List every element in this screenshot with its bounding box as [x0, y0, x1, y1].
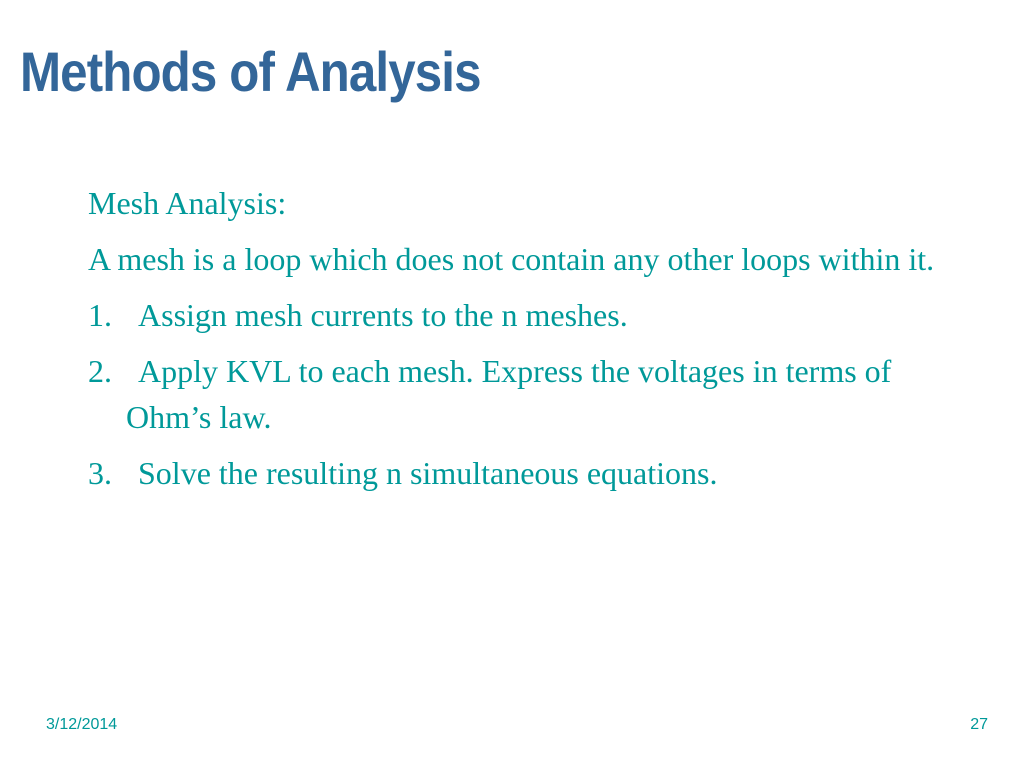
step-text: Solve the resulting n simultaneous equations.: [138, 455, 718, 491]
slide-body: [88, 180, 948, 506]
step-item-3: [88, 450, 948, 496]
step-text: Apply KVL to each mesh. Express the voltages in terms of Ohm’s law.: [126, 353, 892, 435]
footer-date: 3/12/2014: [46, 716, 118, 733]
step-item-1: [88, 292, 948, 338]
section-heading: Mesh Analysis:: [88, 185, 287, 221]
footer-page-number: 27: [970, 716, 988, 733]
step-number: 1.: [88, 297, 112, 333]
step-text: Assign mesh currents to the n meshes.: [138, 297, 628, 333]
step-item-2: [88, 348, 948, 440]
slide-title: Methods of Analysis: [20, 40, 481, 103]
definition-text: A mesh is a loop which does not contain any other loops within it.: [88, 241, 935, 277]
step-number: 3.: [88, 455, 112, 491]
step-number: 2.: [88, 353, 112, 389]
